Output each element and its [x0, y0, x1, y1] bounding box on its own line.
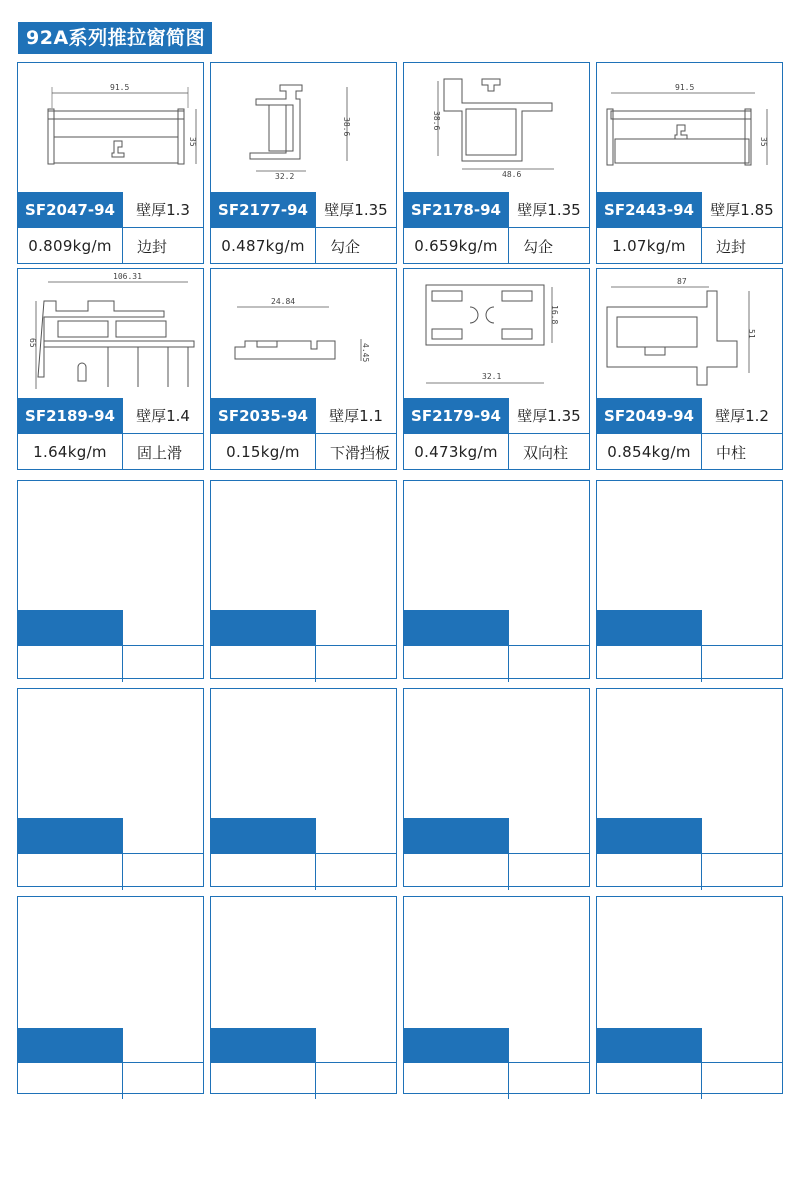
wall-thickness	[315, 1028, 396, 1063]
svg-text:87: 87	[677, 277, 687, 286]
unit-weight	[211, 646, 315, 682]
svg-text:91.5: 91.5	[675, 83, 695, 92]
profile-card	[596, 268, 783, 470]
profile-usage: 下滑挡板	[315, 434, 396, 470]
svg-text:4.45: 4.45	[361, 343, 370, 363]
profile-card	[403, 480, 590, 679]
svg-text:32.2: 32.2	[275, 172, 295, 181]
profile-usage	[701, 1063, 782, 1099]
unit-weight: 0.487kg/m	[221, 237, 305, 255]
wall-thickness: 壁厚1.4	[122, 398, 203, 433]
wall-thickness: 壁厚1.35	[508, 398, 589, 433]
wall-thickness	[122, 818, 203, 853]
unit-weight	[597, 854, 701, 890]
svg-text:65: 65	[28, 338, 37, 348]
profile-usage	[508, 646, 589, 682]
product-code	[404, 1028, 508, 1063]
profile-drawing	[211, 269, 396, 397]
profile-drawing	[18, 63, 203, 191]
product-code: SF2178-94	[404, 192, 508, 227]
profile-section-diagram	[18, 63, 203, 191]
profile-usage: 边封	[122, 228, 203, 264]
profile-usage	[122, 854, 203, 890]
unit-weight	[211, 854, 315, 890]
unit-weight	[18, 854, 122, 890]
profile-usage	[508, 1063, 589, 1099]
profile-usage	[122, 1063, 203, 1099]
profile-card	[210, 896, 397, 1094]
wall-thickness	[701, 818, 782, 853]
profile-usage	[315, 646, 396, 682]
profile-drawing	[211, 481, 396, 609]
profile-usage	[122, 646, 203, 682]
profile-drawing	[211, 689, 396, 817]
page-title: 92A系列推拉窗简图	[18, 22, 212, 54]
profile-card	[403, 688, 590, 887]
wall-thickness	[701, 610, 782, 645]
profile-usage: 勾企	[508, 228, 589, 264]
unit-weight	[18, 646, 122, 682]
profile-drawing	[211, 63, 396, 191]
wall-thickness	[315, 818, 396, 853]
profile-drawing	[18, 269, 203, 397]
product-code: SF2189-94	[18, 398, 122, 433]
unit-weight: 0.473kg/m	[414, 443, 498, 461]
unit-weight: 0.15kg/m	[226, 443, 300, 461]
profile-drawing	[18, 897, 203, 1025]
svg-text:48.6: 48.6	[502, 170, 522, 179]
profile-card	[210, 62, 397, 264]
profile-drawing	[597, 897, 782, 1025]
profile-drawing	[211, 897, 396, 1025]
product-code: SF2443-94	[597, 192, 701, 227]
unit-weight	[404, 854, 508, 890]
profile-card	[596, 62, 783, 264]
profile-section-diagram	[404, 63, 589, 191]
profile-card	[17, 62, 204, 264]
profile-usage: 双向柱	[508, 434, 589, 470]
wall-thickness: 壁厚1.35	[315, 192, 396, 227]
profile-usage	[701, 646, 782, 682]
product-code	[211, 818, 315, 853]
product-code: SF2177-94	[211, 192, 315, 227]
profile-section-diagram	[211, 63, 396, 191]
profile-card	[403, 62, 590, 264]
unit-weight	[404, 1063, 508, 1099]
profile-card	[596, 896, 783, 1094]
profile-card	[210, 268, 397, 470]
unit-weight	[404, 646, 508, 682]
svg-text:32.1: 32.1	[482, 372, 502, 381]
product-code	[404, 818, 508, 853]
wall-thickness	[315, 610, 396, 645]
wall-thickness: 壁厚1.3	[122, 192, 203, 227]
product-code: SF2035-94	[211, 398, 315, 433]
profile-section-diagram	[597, 269, 782, 397]
svg-text:91.5: 91.5	[110, 83, 130, 92]
profile-drawing	[597, 63, 782, 191]
svg-text:106.31: 106.31	[113, 272, 142, 281]
profile-drawing	[404, 269, 589, 397]
profile-drawing	[404, 689, 589, 817]
svg-text:51: 51	[747, 329, 756, 339]
product-code	[597, 818, 701, 853]
svg-text:35: 35	[759, 137, 768, 147]
wall-thickness: 壁厚1.1	[315, 398, 396, 433]
product-code	[211, 1028, 315, 1063]
profile-usage: 固上滑	[122, 434, 203, 470]
wall-thickness	[701, 1028, 782, 1063]
product-code	[597, 610, 701, 645]
unit-weight	[211, 1063, 315, 1099]
profile-card	[403, 268, 590, 470]
wall-thickness: 壁厚1.2	[701, 398, 782, 433]
product-code	[211, 610, 315, 645]
svg-text:16.8: 16.8	[550, 305, 559, 325]
profile-drawing	[18, 689, 203, 817]
product-code	[404, 610, 508, 645]
profile-usage	[315, 854, 396, 890]
profile-card	[596, 688, 783, 887]
profile-usage	[315, 1063, 396, 1099]
profile-section-diagram	[211, 269, 396, 397]
profile-usage: 中柱	[701, 434, 782, 470]
profile-usage: 边封	[701, 228, 782, 264]
product-code: SF2047-94	[18, 192, 122, 227]
wall-thickness	[508, 1028, 589, 1063]
profile-section-diagram	[18, 269, 203, 397]
unit-weight: 0.659kg/m	[414, 237, 498, 255]
profile-usage	[701, 854, 782, 890]
profile-card	[210, 688, 397, 887]
profile-drawing	[404, 481, 589, 609]
unit-weight	[597, 1063, 701, 1099]
profile-drawing	[597, 689, 782, 817]
profile-card	[596, 480, 783, 679]
profile-card	[403, 896, 590, 1094]
profile-drawing	[597, 269, 782, 397]
svg-text:38.6: 38.6	[432, 111, 441, 131]
profile-drawing	[597, 481, 782, 609]
unit-weight: 0.854kg/m	[607, 443, 691, 461]
unit-weight	[18, 1063, 122, 1099]
wall-thickness	[508, 818, 589, 853]
product-code	[597, 1028, 701, 1063]
unit-weight: 1.64kg/m	[33, 443, 107, 461]
profile-card	[17, 480, 204, 679]
profile-section-diagram	[597, 63, 782, 191]
profile-card	[17, 896, 204, 1094]
unit-weight	[597, 646, 701, 682]
wall-thickness	[122, 610, 203, 645]
unit-weight: 0.809kg/m	[28, 237, 112, 255]
product-code	[18, 610, 122, 645]
product-code: SF2179-94	[404, 398, 508, 433]
profile-card	[17, 268, 204, 470]
profile-card	[17, 688, 204, 887]
profile-drawing	[404, 897, 589, 1025]
profile-usage: 勾企	[315, 228, 396, 264]
svg-text:38.6: 38.6	[342, 117, 351, 137]
profile-card	[210, 480, 397, 679]
product-code	[18, 1028, 122, 1063]
product-code: SF2049-94	[597, 398, 701, 433]
wall-thickness	[508, 610, 589, 645]
wall-thickness: 壁厚1.85	[701, 192, 782, 227]
svg-text:24.84: 24.84	[271, 297, 296, 306]
profile-drawing	[404, 63, 589, 191]
unit-weight: 1.07kg/m	[612, 237, 686, 255]
wall-thickness: 壁厚1.35	[508, 192, 589, 227]
profile-section-diagram	[404, 269, 589, 397]
profile-usage	[508, 854, 589, 890]
wall-thickness	[122, 1028, 203, 1063]
svg-text:35: 35	[188, 137, 197, 147]
product-code	[18, 818, 122, 853]
profile-drawing	[18, 481, 203, 609]
